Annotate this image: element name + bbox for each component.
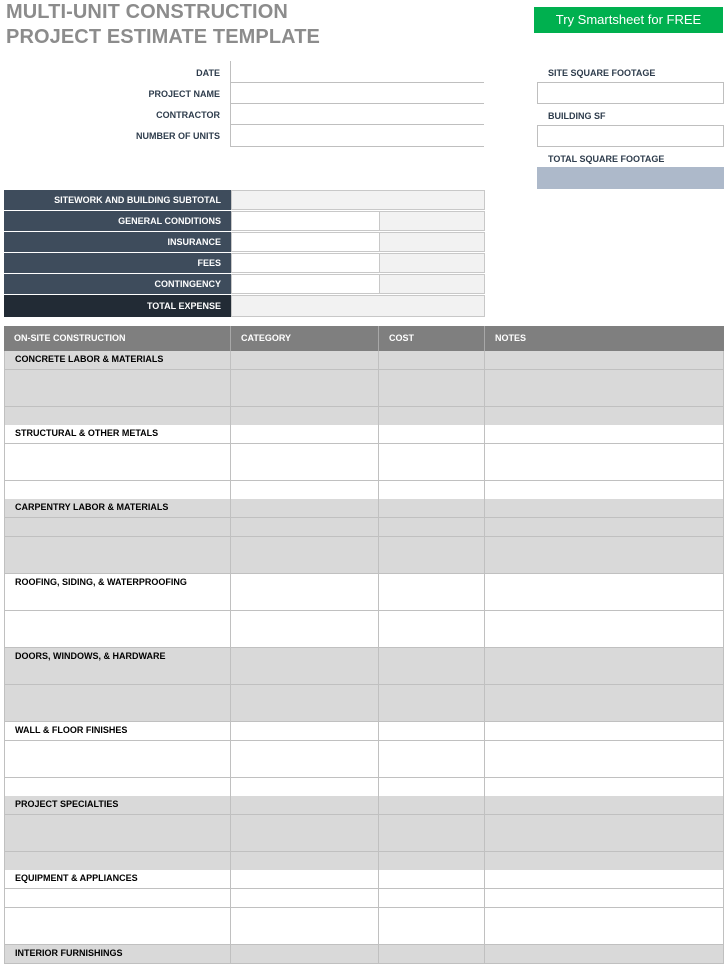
table-cell[interactable] bbox=[4, 722, 231, 741]
table-cell[interactable] bbox=[379, 908, 485, 927]
section-label: PROJECT SPECIALTIES bbox=[15, 799, 119, 809]
table-cell[interactable] bbox=[379, 444, 485, 463]
table-cell[interactable] bbox=[379, 555, 485, 574]
summary-label: FEES bbox=[4, 253, 231, 273]
units-underline bbox=[231, 146, 484, 147]
table-cell[interactable] bbox=[231, 945, 379, 964]
table-cell[interactable] bbox=[231, 796, 379, 815]
table-cell[interactable] bbox=[379, 370, 485, 389]
insurance-value[interactable] bbox=[379, 232, 485, 252]
table-row bbox=[4, 815, 724, 834]
table-cell[interactable] bbox=[485, 407, 724, 426]
table-cell[interactable] bbox=[379, 926, 485, 945]
table-row bbox=[4, 555, 724, 574]
table-row bbox=[4, 462, 724, 481]
summary-label: GENERAL CONDITIONS bbox=[4, 211, 231, 231]
table-cell[interactable] bbox=[379, 481, 485, 500]
table-cell[interactable] bbox=[379, 629, 485, 648]
table-row bbox=[4, 592, 724, 611]
table-cell[interactable] bbox=[4, 945, 231, 964]
contingency-value[interactable] bbox=[379, 274, 485, 294]
table-cell[interactable] bbox=[379, 945, 485, 964]
table-cell[interactable] bbox=[4, 908, 231, 927]
table-cell[interactable] bbox=[379, 722, 485, 741]
table-cell[interactable] bbox=[485, 574, 724, 593]
table-cell[interactable] bbox=[231, 629, 379, 648]
table-cell[interactable] bbox=[4, 611, 231, 630]
project-name-field[interactable] bbox=[231, 83, 484, 103]
table-cell[interactable] bbox=[231, 518, 379, 537]
table-cell[interactable] bbox=[231, 592, 379, 611]
table-cell[interactable] bbox=[379, 388, 485, 407]
table-cell[interactable] bbox=[485, 425, 724, 444]
contractor-field[interactable] bbox=[231, 104, 484, 124]
table-cell[interactable] bbox=[4, 815, 231, 834]
section-label: ROOFING, SIDING, & WATERPROOFING bbox=[15, 577, 187, 587]
table-cell[interactable] bbox=[485, 555, 724, 574]
table-row bbox=[4, 945, 724, 964]
table-cell[interactable] bbox=[485, 796, 724, 815]
table-cell[interactable] bbox=[485, 926, 724, 945]
table-row bbox=[4, 611, 724, 630]
summary-label: SITEWORK AND BUILDING SUBTOTAL bbox=[4, 190, 231, 210]
summary-row-general-conditions bbox=[4, 211, 485, 232]
contractor-label: CONTRACTOR bbox=[156, 110, 220, 120]
total-sf-field bbox=[537, 167, 724, 189]
table-cell[interactable] bbox=[231, 759, 379, 778]
table-cell[interactable] bbox=[379, 592, 485, 611]
table-cell[interactable] bbox=[4, 778, 231, 797]
insurance-input[interactable] bbox=[231, 232, 380, 252]
table-cell[interactable] bbox=[231, 833, 379, 852]
table-cell[interactable] bbox=[4, 351, 231, 370]
table-cell[interactable] bbox=[231, 574, 379, 593]
table-cell[interactable] bbox=[485, 629, 724, 648]
table-cell[interactable] bbox=[379, 796, 485, 815]
table-cell[interactable] bbox=[231, 870, 379, 889]
site-sf-field[interactable] bbox=[537, 82, 724, 104]
table-cell[interactable] bbox=[485, 611, 724, 630]
title-line-2: PROJECT ESTIMATE TEMPLATE bbox=[6, 26, 320, 48]
table-cell[interactable] bbox=[231, 666, 379, 685]
table-cell[interactable] bbox=[485, 537, 724, 556]
table-cell[interactable] bbox=[231, 852, 379, 871]
table-cell[interactable] bbox=[485, 815, 724, 834]
table-cell[interactable] bbox=[379, 666, 485, 685]
table-cell[interactable] bbox=[379, 778, 485, 797]
fees-input[interactable] bbox=[231, 253, 380, 273]
table-cell[interactable] bbox=[485, 462, 724, 481]
table-row bbox=[4, 629, 724, 648]
table-cell[interactable] bbox=[231, 703, 379, 722]
table-cell[interactable] bbox=[379, 741, 485, 760]
summary-row-total bbox=[4, 295, 485, 316]
summary-row-contingency bbox=[4, 274, 485, 295]
table-cell[interactable] bbox=[4, 796, 231, 815]
table-cell[interactable] bbox=[231, 537, 379, 556]
building-sf-label: BUILDING SF bbox=[548, 111, 606, 121]
table-cell[interactable] bbox=[379, 574, 485, 593]
table-row bbox=[4, 648, 724, 667]
table-cell[interactable] bbox=[485, 444, 724, 463]
table-cell[interactable] bbox=[4, 889, 231, 908]
table-row bbox=[4, 444, 724, 463]
table-cell[interactable] bbox=[485, 759, 724, 778]
table-row bbox=[4, 926, 724, 945]
table-cell[interactable] bbox=[4, 703, 231, 722]
fees-value[interactable] bbox=[379, 253, 485, 273]
date-field[interactable] bbox=[231, 61, 484, 82]
table-cell[interactable] bbox=[231, 388, 379, 407]
total-sf-label: TOTAL SQUARE FOOTAGE bbox=[548, 154, 665, 164]
table-cell[interactable] bbox=[485, 833, 724, 852]
table-cell[interactable] bbox=[485, 518, 724, 537]
table-cell[interactable] bbox=[379, 499, 485, 518]
table-row bbox=[4, 833, 724, 852]
table-row bbox=[4, 759, 724, 778]
table-cell[interactable] bbox=[4, 592, 231, 611]
table-cell[interactable] bbox=[485, 870, 724, 889]
table-cell[interactable] bbox=[231, 908, 379, 927]
table-cell[interactable] bbox=[231, 889, 379, 908]
table-row bbox=[4, 778, 724, 797]
table-cell[interactable] bbox=[4, 555, 231, 574]
table-cell[interactable] bbox=[4, 759, 231, 778]
table-cell[interactable] bbox=[379, 685, 485, 704]
table-row bbox=[4, 666, 724, 685]
table-cell[interactable] bbox=[4, 685, 231, 704]
table-cell[interactable] bbox=[379, 518, 485, 537]
table-cell[interactable] bbox=[485, 685, 724, 704]
table-header bbox=[4, 326, 724, 351]
units-field[interactable] bbox=[231, 125, 484, 146]
section-label: CONCRETE LABOR & MATERIALS bbox=[15, 354, 164, 364]
table-cell[interactable] bbox=[4, 407, 231, 426]
summary-row-fees bbox=[4, 253, 485, 274]
table-row bbox=[4, 407, 724, 426]
table-cell[interactable] bbox=[379, 611, 485, 630]
table-cell[interactable] bbox=[379, 407, 485, 426]
section-label: DOORS, WINDOWS, & HARDWARE bbox=[15, 651, 166, 661]
table-row bbox=[4, 499, 724, 518]
table-cell[interactable] bbox=[485, 648, 724, 667]
table-row bbox=[4, 574, 724, 593]
table-row bbox=[4, 908, 724, 927]
table-row bbox=[4, 870, 724, 889]
table-row bbox=[4, 425, 724, 444]
table-cell[interactable] bbox=[485, 370, 724, 389]
table-cell[interactable] bbox=[485, 481, 724, 500]
table-cell[interactable] bbox=[4, 852, 231, 871]
table-cell[interactable] bbox=[231, 481, 379, 500]
table-cell[interactable] bbox=[485, 388, 724, 407]
table-cell[interactable] bbox=[485, 908, 724, 927]
table-row bbox=[4, 741, 724, 760]
table-cell[interactable] bbox=[4, 499, 231, 518]
table-cell[interactable] bbox=[4, 741, 231, 760]
project-name-label: PROJECT NAME bbox=[148, 89, 220, 99]
table-cell[interactable] bbox=[4, 870, 231, 889]
summary-label: CONTINGENCY bbox=[4, 274, 231, 294]
table-cell[interactable] bbox=[4, 833, 231, 852]
table-cell[interactable] bbox=[485, 592, 724, 611]
summary-label: TOTAL EXPENSE bbox=[4, 295, 231, 317]
table-cell[interactable] bbox=[4, 518, 231, 537]
table-cell[interactable] bbox=[231, 926, 379, 945]
table-cell[interactable] bbox=[231, 407, 379, 426]
table-row bbox=[4, 388, 724, 407]
table-cell[interactable] bbox=[231, 425, 379, 444]
table-cell[interactable] bbox=[379, 703, 485, 722]
table-row bbox=[4, 889, 724, 908]
summary-row-subtotal bbox=[4, 190, 485, 211]
units-label: NUMBER OF UNITS bbox=[136, 131, 220, 141]
table-cell[interactable] bbox=[4, 648, 231, 667]
table-cell[interactable] bbox=[379, 462, 485, 481]
general-conditions-value[interactable] bbox=[379, 211, 485, 231]
table-cell[interactable] bbox=[379, 537, 485, 556]
table-row bbox=[4, 685, 724, 704]
table-cell[interactable] bbox=[379, 815, 485, 834]
date-label: DATE bbox=[196, 68, 220, 78]
table-row bbox=[4, 852, 724, 871]
title-line-1: MULTI-UNIT CONSTRUCTION bbox=[6, 1, 288, 23]
table-cell[interactable] bbox=[231, 611, 379, 630]
table-cell[interactable] bbox=[4, 444, 231, 463]
table-cell[interactable] bbox=[231, 370, 379, 389]
table-cell[interactable] bbox=[231, 555, 379, 574]
table-cell[interactable] bbox=[485, 778, 724, 797]
table-row bbox=[4, 796, 724, 815]
table-cell[interactable] bbox=[4, 370, 231, 389]
table-cell[interactable] bbox=[379, 852, 485, 871]
table-cell[interactable] bbox=[231, 722, 379, 741]
table-cell[interactable] bbox=[485, 852, 724, 871]
table-cell[interactable] bbox=[485, 889, 724, 908]
summary-row-insurance bbox=[4, 232, 485, 253]
table-cell[interactable] bbox=[485, 741, 724, 760]
table-row bbox=[4, 537, 724, 556]
table-cell[interactable] bbox=[4, 629, 231, 648]
table-cell[interactable] bbox=[4, 481, 231, 500]
table-row bbox=[4, 481, 724, 500]
subtotal-value[interactable] bbox=[231, 190, 485, 210]
table-cell[interactable] bbox=[485, 945, 724, 964]
table-cell[interactable] bbox=[379, 425, 485, 444]
table-cell[interactable] bbox=[231, 778, 379, 797]
table-cell[interactable] bbox=[231, 815, 379, 834]
column-header: ON-SITE CONSTRUCTION bbox=[4, 326, 231, 351]
table-cell[interactable] bbox=[231, 499, 379, 518]
section-label: EQUIPMENT & APPLIANCES bbox=[15, 873, 138, 883]
table-cell[interactable] bbox=[485, 499, 724, 518]
table-cell[interactable] bbox=[231, 462, 379, 481]
summary-label: INSURANCE bbox=[4, 232, 231, 252]
table-cell[interactable] bbox=[4, 462, 231, 481]
site-sf-label: SITE SQUARE FOOTAGE bbox=[548, 68, 656, 78]
table-cell[interactable] bbox=[4, 537, 231, 556]
column-header: COST bbox=[379, 326, 485, 351]
table-cell[interactable] bbox=[485, 703, 724, 722]
table-cell[interactable] bbox=[379, 889, 485, 908]
table-cell[interactable] bbox=[379, 870, 485, 889]
table-cell[interactable] bbox=[4, 926, 231, 945]
column-header: CATEGORY bbox=[231, 326, 379, 351]
table-cell[interactable] bbox=[4, 666, 231, 685]
table-cell[interactable] bbox=[4, 388, 231, 407]
table-row bbox=[4, 518, 724, 537]
total-expense-value[interactable] bbox=[231, 295, 485, 317]
table-cell[interactable] bbox=[231, 351, 379, 370]
general-conditions-input[interactable] bbox=[231, 211, 380, 231]
table-cell[interactable] bbox=[231, 741, 379, 760]
table-cell[interactable] bbox=[4, 574, 231, 593]
table-cell[interactable] bbox=[485, 722, 724, 741]
section-label: INTERIOR FURNISHINGS bbox=[15, 948, 123, 958]
column-header: NOTES bbox=[495, 333, 527, 343]
table-cell[interactable] bbox=[231, 444, 379, 463]
table-row bbox=[4, 370, 724, 389]
table-cell[interactable] bbox=[379, 648, 485, 667]
table-row bbox=[4, 703, 724, 722]
section-label: CARPENTRY LABOR & MATERIALS bbox=[15, 502, 169, 512]
contingency-input[interactable] bbox=[231, 274, 380, 294]
table-cell[interactable] bbox=[379, 833, 485, 852]
table-row bbox=[4, 351, 724, 370]
table-cell[interactable] bbox=[4, 425, 231, 444]
section-label: STRUCTURAL & OTHER METALS bbox=[15, 428, 159, 438]
table-cell[interactable] bbox=[231, 685, 379, 704]
table-cell[interactable] bbox=[485, 666, 724, 685]
building-sf-field[interactable] bbox=[537, 125, 724, 147]
table-cell[interactable] bbox=[379, 351, 485, 370]
section-label: WALL & FLOOR FINISHES bbox=[15, 725, 128, 735]
table-cell[interactable] bbox=[231, 648, 379, 667]
table-cell[interactable] bbox=[379, 759, 485, 778]
table-row bbox=[4, 722, 724, 741]
page-title bbox=[6, 0, 326, 50]
table-cell[interactable] bbox=[485, 351, 724, 370]
try-smartsheet-button[interactable]: Try Smartsheet for FREE bbox=[534, 7, 723, 33]
